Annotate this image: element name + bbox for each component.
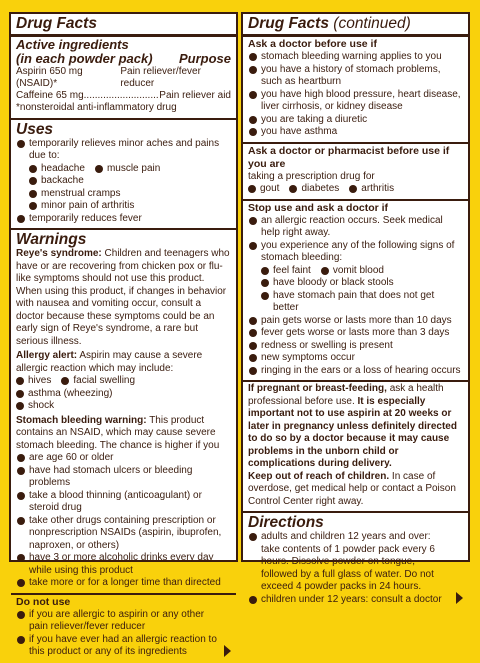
- stop-use-section: [243, 201, 468, 383]
- ask-doctor-heading: Ask a doctor before use if: [248, 38, 377, 50]
- do-not-use-heading: Do not use: [16, 595, 71, 608]
- bleeding-signs-row: [248, 265, 463, 290]
- purpose-heading: Purpose: [178, 51, 231, 66]
- list-item: hives: [16, 375, 51, 388]
- list-item: you experience any of the following signs of stomach bleeding:: [248, 240, 463, 265]
- conditions-row: [248, 183, 463, 196]
- list-item: arthritis: [349, 183, 394, 196]
- directions-heading: Directions: [248, 514, 324, 531]
- list-item: fever gets worse or lasts more than 3 days: [248, 327, 463, 340]
- list-item: feel faint: [261, 265, 311, 278]
- list-item: shock: [16, 400, 54, 413]
- pregnancy-section: [243, 382, 468, 513]
- ask-doctor-section: [243, 37, 468, 144]
- drug-facts-left-panel: [9, 12, 238, 657]
- ingredient-name: Aspirin 650 mg (NSAID)*: [16, 66, 83, 89]
- list-item: stomach bleeding warning applies to you: [248, 51, 463, 64]
- allergy-row: [16, 375, 231, 400]
- list-item: you are taking a diuretic: [248, 114, 463, 127]
- list-item: have had stomach ulcers or bleeding problems: [16, 465, 231, 490]
- list-item: diabetes: [289, 183, 339, 196]
- bleeding-signs-row: [248, 290, 463, 315]
- footnote: *nonsteroidal anti-inflammatory drug: [16, 102, 177, 113]
- ingredient-purpose: Pain reliever aid: [159, 90, 231, 101]
- ingredient-name: Caffeine 65 mg: [16, 90, 84, 101]
- list-item: headache: [29, 163, 85, 176]
- title-section: [243, 14, 468, 37]
- drug-facts-title: Drug Facts: [16, 15, 97, 32]
- pregnancy-warning: If pregnant or breast-feeding, ask a health professional before use. It is especially important not to use aspirin at 20 weeks or later in pregnancy unless definitely directed to do so by a doctor because it may cause problems in the unborn child or complications during delivery.: [248, 383, 457, 469]
- list-item: adults and children 12 years and over: take contents of 1 powder pack every 6 hours. Dissolve powder on tongue, followed by a full glass of water. Do not exceed 4 powder packs in 24 hours.: [248, 531, 451, 594]
- list-item: gout: [248, 183, 279, 196]
- list-item: minor pain of arthritis: [29, 200, 134, 213]
- do-not-use-section: [11, 595, 236, 663]
- list-item: facial swelling: [61, 375, 135, 388]
- continue-arrow-icon: [456, 592, 463, 604]
- list-item: have bloody or black stools: [261, 277, 394, 290]
- active-ingredients-section: [11, 37, 236, 120]
- list-item: ringing in the ears or a loss of hearing occurs: [248, 365, 463, 378]
- list-item: menstrual cramps: [29, 188, 120, 201]
- list-item: redness or swelling is present: [248, 340, 463, 353]
- ingredient-row: [16, 66, 231, 90]
- uses-symptoms-row: [16, 188, 231, 213]
- continued-label: (continued): [333, 15, 411, 32]
- list-item: asthma (wheezing): [16, 388, 112, 401]
- drug-facts-title: Drug Facts: [248, 15, 329, 32]
- list-item: have stomach pain that does not get better: [261, 290, 453, 315]
- list-item: you have high blood pressure, heart disease, liver cirrhosis, or kidney disease: [248, 89, 463, 114]
- uses-heading: Uses: [16, 120, 54, 138]
- list-item: take a blood thinning (anticoagulant) or steroid drug: [16, 490, 231, 515]
- list-item: an allergic reaction occurs. Seek medical help right away.: [248, 215, 463, 240]
- list-item: temporarily relieves minor aches and pains due to:: [16, 138, 231, 163]
- list-item: take other drugs containing prescription or nonprescription NSAIDs (aspirin, ibuprofen, naproxen, or others): [16, 515, 231, 553]
- directions-section: [243, 513, 468, 610]
- stop-use-heading: Stop use and ask a doctor if: [248, 201, 389, 214]
- list-item: muscle pain: [95, 163, 160, 176]
- continue-arrow-icon: [224, 645, 231, 657]
- allergy-alert: Allergy alert: Aspirin may cause a severe allergic reaction which may include:: [16, 350, 203, 374]
- list-item: children under 12 years: consult a doctor: [248, 594, 451, 607]
- list-item: you have a history of stomach problems, such as heartburn: [248, 64, 463, 89]
- uses-section: [11, 120, 236, 231]
- list-item: vomit blood: [321, 265, 384, 278]
- warnings-section: [11, 230, 236, 595]
- list-item: have 3 or more alcoholic drinks every day while using this product: [16, 552, 231, 577]
- list-item: if you are allergic to aspirin or any other pain reliever/fever reducer: [16, 609, 219, 634]
- drug-facts-right-panel: [241, 12, 470, 605]
- ask-pharmacist-section: [243, 144, 468, 201]
- list-item: take more or for a longer time than directed: [16, 577, 231, 590]
- list-item: temporarily reduces fever: [16, 213, 231, 226]
- ask-pharmacist-text: taking a prescription drug for: [248, 170, 375, 182]
- ingredient-purpose: Pain reliever/fever reducer: [120, 66, 201, 89]
- list-item: are age 60 or older: [16, 452, 231, 465]
- active-ingredients-subheading: (in each powder pack): [16, 51, 153, 66]
- list-item: you have asthma: [248, 126, 463, 139]
- list-item: backache: [29, 175, 84, 188]
- allergy-row: [16, 400, 231, 413]
- ingredient-row: [16, 90, 231, 102]
- title-section: [11, 14, 236, 37]
- ask-pharmacist-heading: Ask a doctor or pharmacist before use if you are: [248, 144, 450, 170]
- active-ingredients-heading: Active ingredients: [16, 37, 129, 52]
- keep-out-of-reach: Keep out of reach of children. In case of overdose, get medical help or contact a Poison Control Center right away.: [248, 470, 456, 507]
- list-item: new symptoms occur: [248, 352, 463, 365]
- list-item: if you have ever had an allergic reaction to this product or any of its ingredients: [16, 634, 219, 659]
- uses-symptoms-row: [16, 163, 231, 188]
- list-item: pain gets worse or lasts more than 10 days: [248, 315, 463, 328]
- reye-warning: Reye's syndrome: Children and teenagers who have or are recovering from chicken pox or flu-like symptoms should not use this product. When using this product, if changes in behavior with nausea and vomiting occur, consult a doctor because these symptoms could be an early sign of Reye's syndrome, a rare but serious illness.: [16, 248, 230, 347]
- warnings-heading: Warnings: [16, 231, 87, 248]
- stomach-bleeding-warning: Stomach bleeding warning: This product contains an NSAID, which may cause severe stomach bleeding. The chance is higher if you: [16, 414, 220, 451]
